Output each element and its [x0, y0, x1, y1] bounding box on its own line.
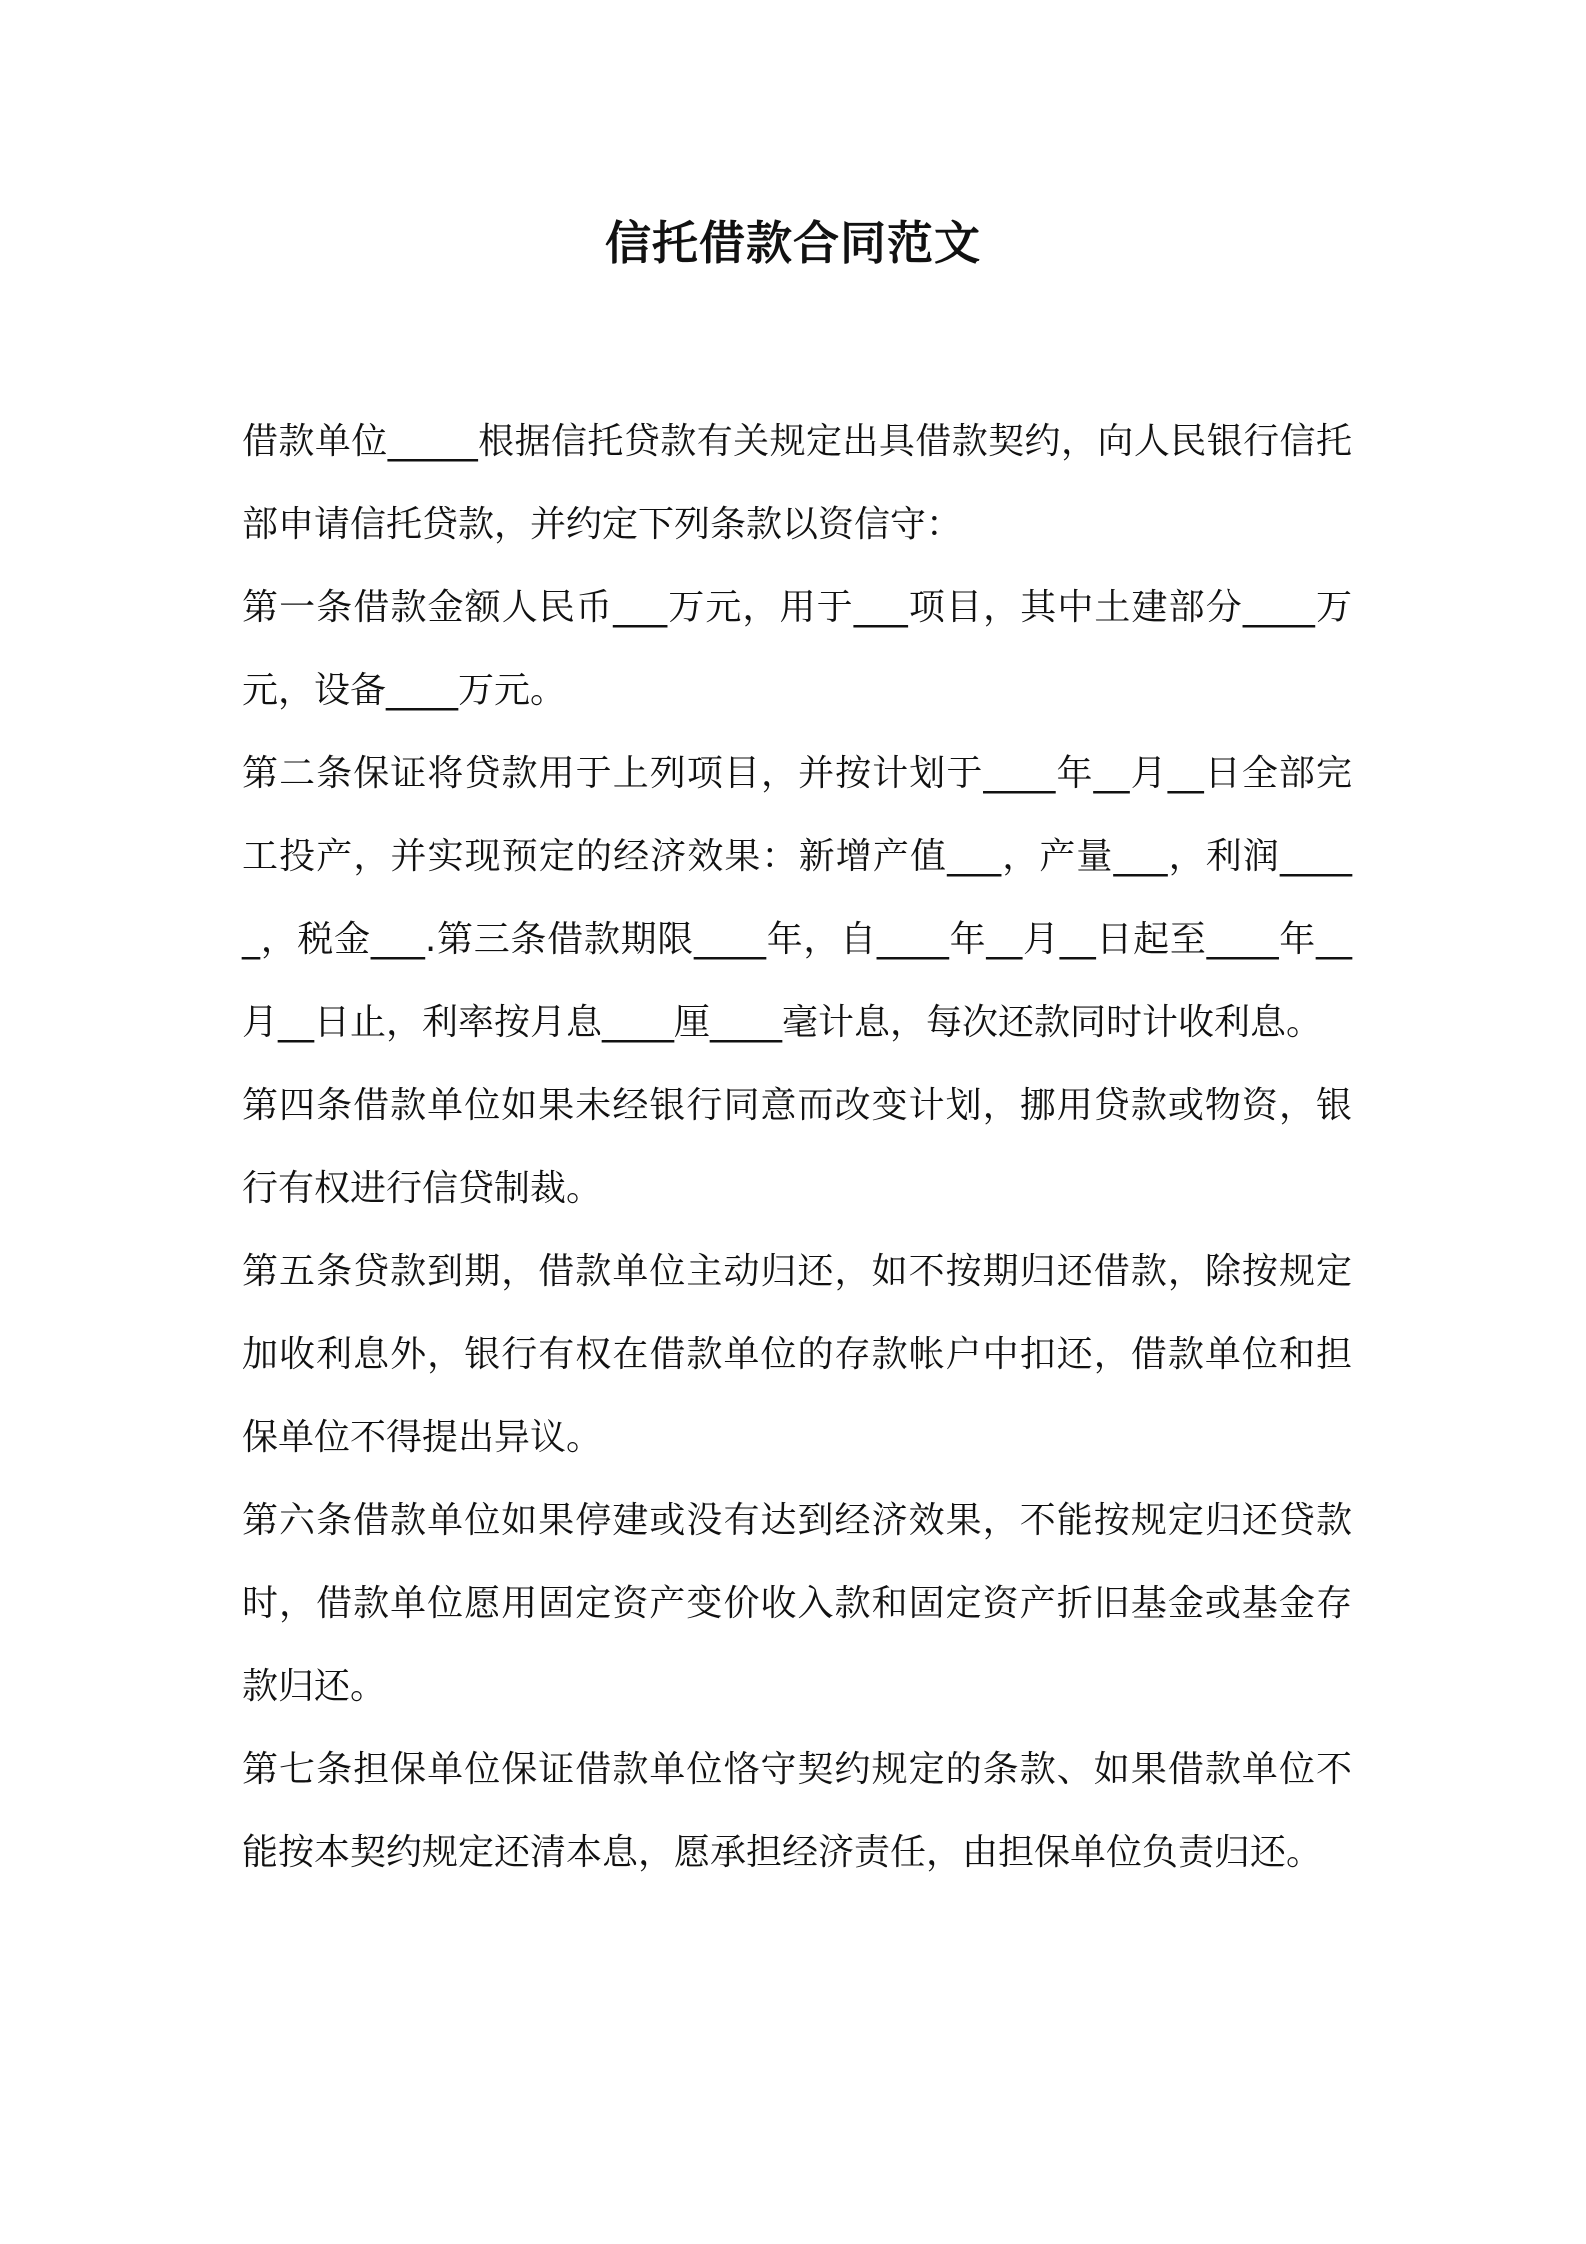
paragraph-article-1: 第一条借款金额人民币___万元，用于___项目，其中土建部分____万元，设备____万元。	[242, 587, 1352, 711]
paragraph-intro: 借款单位_____根据信托贷款有关规定出具借款契约，向人民银行信托部申请信托贷款，并约定下列条款以资信守：	[242, 421, 1352, 545]
document-body	[242, 400, 1352, 1894]
paragraph-article-5: 第五条贷款到期，借款单位主动归还，如不按期归还借款，除按规定加收利息外，银行有权在借款单位的存款帐户中扣还，借款单位和担保单位不得提出异议。	[242, 1251, 1352, 1458]
paragraph-article-4: 第四条借款单位如果未经银行同意而改变计划，挪用贷款或物资，银行有权进行信贷制裁。	[242, 1085, 1352, 1209]
paragraph-article-6: 第六条借款单位如果停建或没有达到经济效果，不能按规定归还贷款时，借款单位愿用固定资产变价收入款和固定资产折旧基金或基金存款归还。	[242, 1500, 1352, 1707]
paragraph-article-7: 第七条担保单位保证借款单位恪守契约规定的条款、如果借款单位不能按本契约规定还清本息，愿承担经济责任，由担保单位负责归还。	[242, 1749, 1352, 1873]
paragraph-article-2-3: 第二条保证将贷款用于上列项目，并按计划于____年__月__日全部完工投产，并实现预定的经济效果：新增产值___，产量___，利润_____，税金___.第三条借款期限____年，自____年__月__日起至____年__月__日止，利率按月息____厘____毫计息，每次还款同时计收利息。	[242, 753, 1352, 1043]
document-title: 信托借款合同范文	[605, 216, 981, 270]
